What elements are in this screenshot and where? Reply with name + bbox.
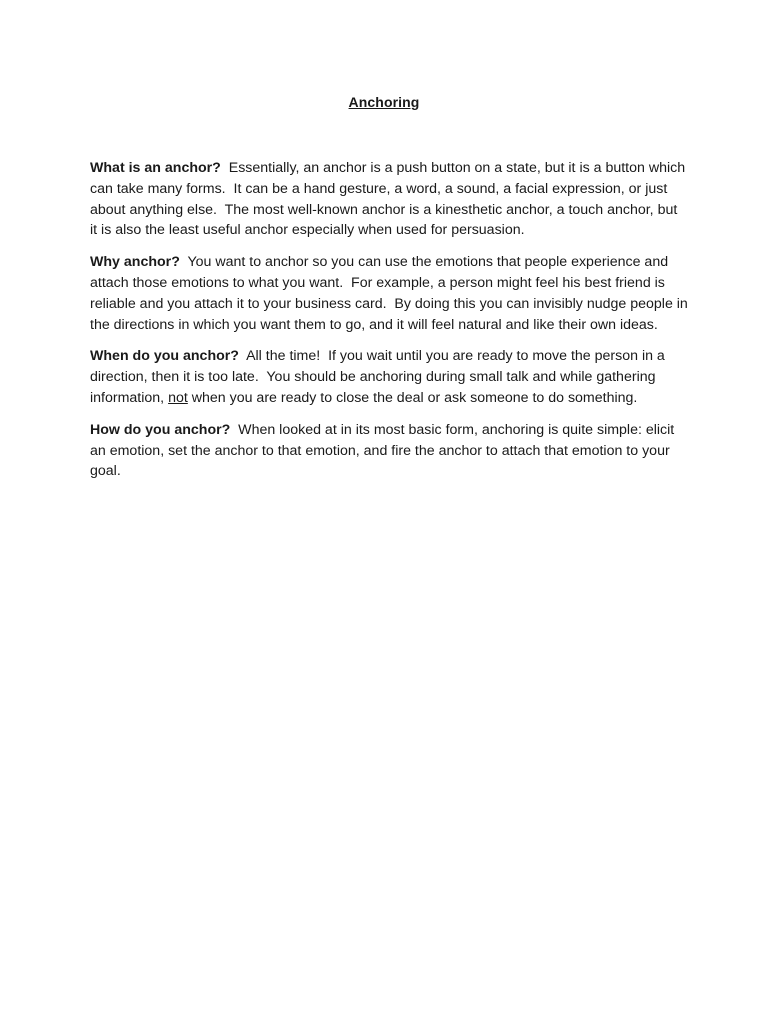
underlined-word: not [168,389,188,406]
paragraph-text: You want to anchor so you can use the emotions that people experience and attach those emotions to what you want. For example, a person might feel his best friend is reliable and you attach it to your business card. By doing this you can invisibly nudge people in the directions in which you want them to go, and it will feel natural and like their own ideas. [90,254,692,333]
paragraph-text: when you are ready to close the deal or ask someone to do something. [187,389,638,406]
paragraph-lead: How do you anchor? [90,421,231,438]
paragraph-why-anchor [90,252,692,335]
paragraph-lead: When do you anchor? [90,348,239,365]
paragraph-when-anchor [90,346,688,408]
paragraph-what-is-anchor [90,158,688,241]
paragraph-lead: What is an anchor? [90,160,221,176]
paragraph-lead: Why anchor? [90,254,180,271]
paragraph-how-anchor [90,420,688,482]
document-body [90,158,692,493]
paragraph-text: When looked at in its most basic form, anchoring is quite simple: elicit an emotion, set the anchor to that emotion, and fire the anchor to attach that emotion to your goal. [90,421,679,480]
paragraph-text: Essentially, an anchor is a push button on a state, but it is a button which can take many forms. It can be a hand gesture, a word, a sound, a facial expression, or just about anything else. The most well-known anchor is a kinesthetic anchor, a touch anchor, but it is also the least useful anchor especially when used for persuasion. [90,160,690,239]
paragraph-text: All the time! If you wait until you are ready to move the person in a direction, then it is too late. You should be anchoring during small talk and while gathering information, [90,348,669,406]
document-title: Anchoring [348,94,420,110]
